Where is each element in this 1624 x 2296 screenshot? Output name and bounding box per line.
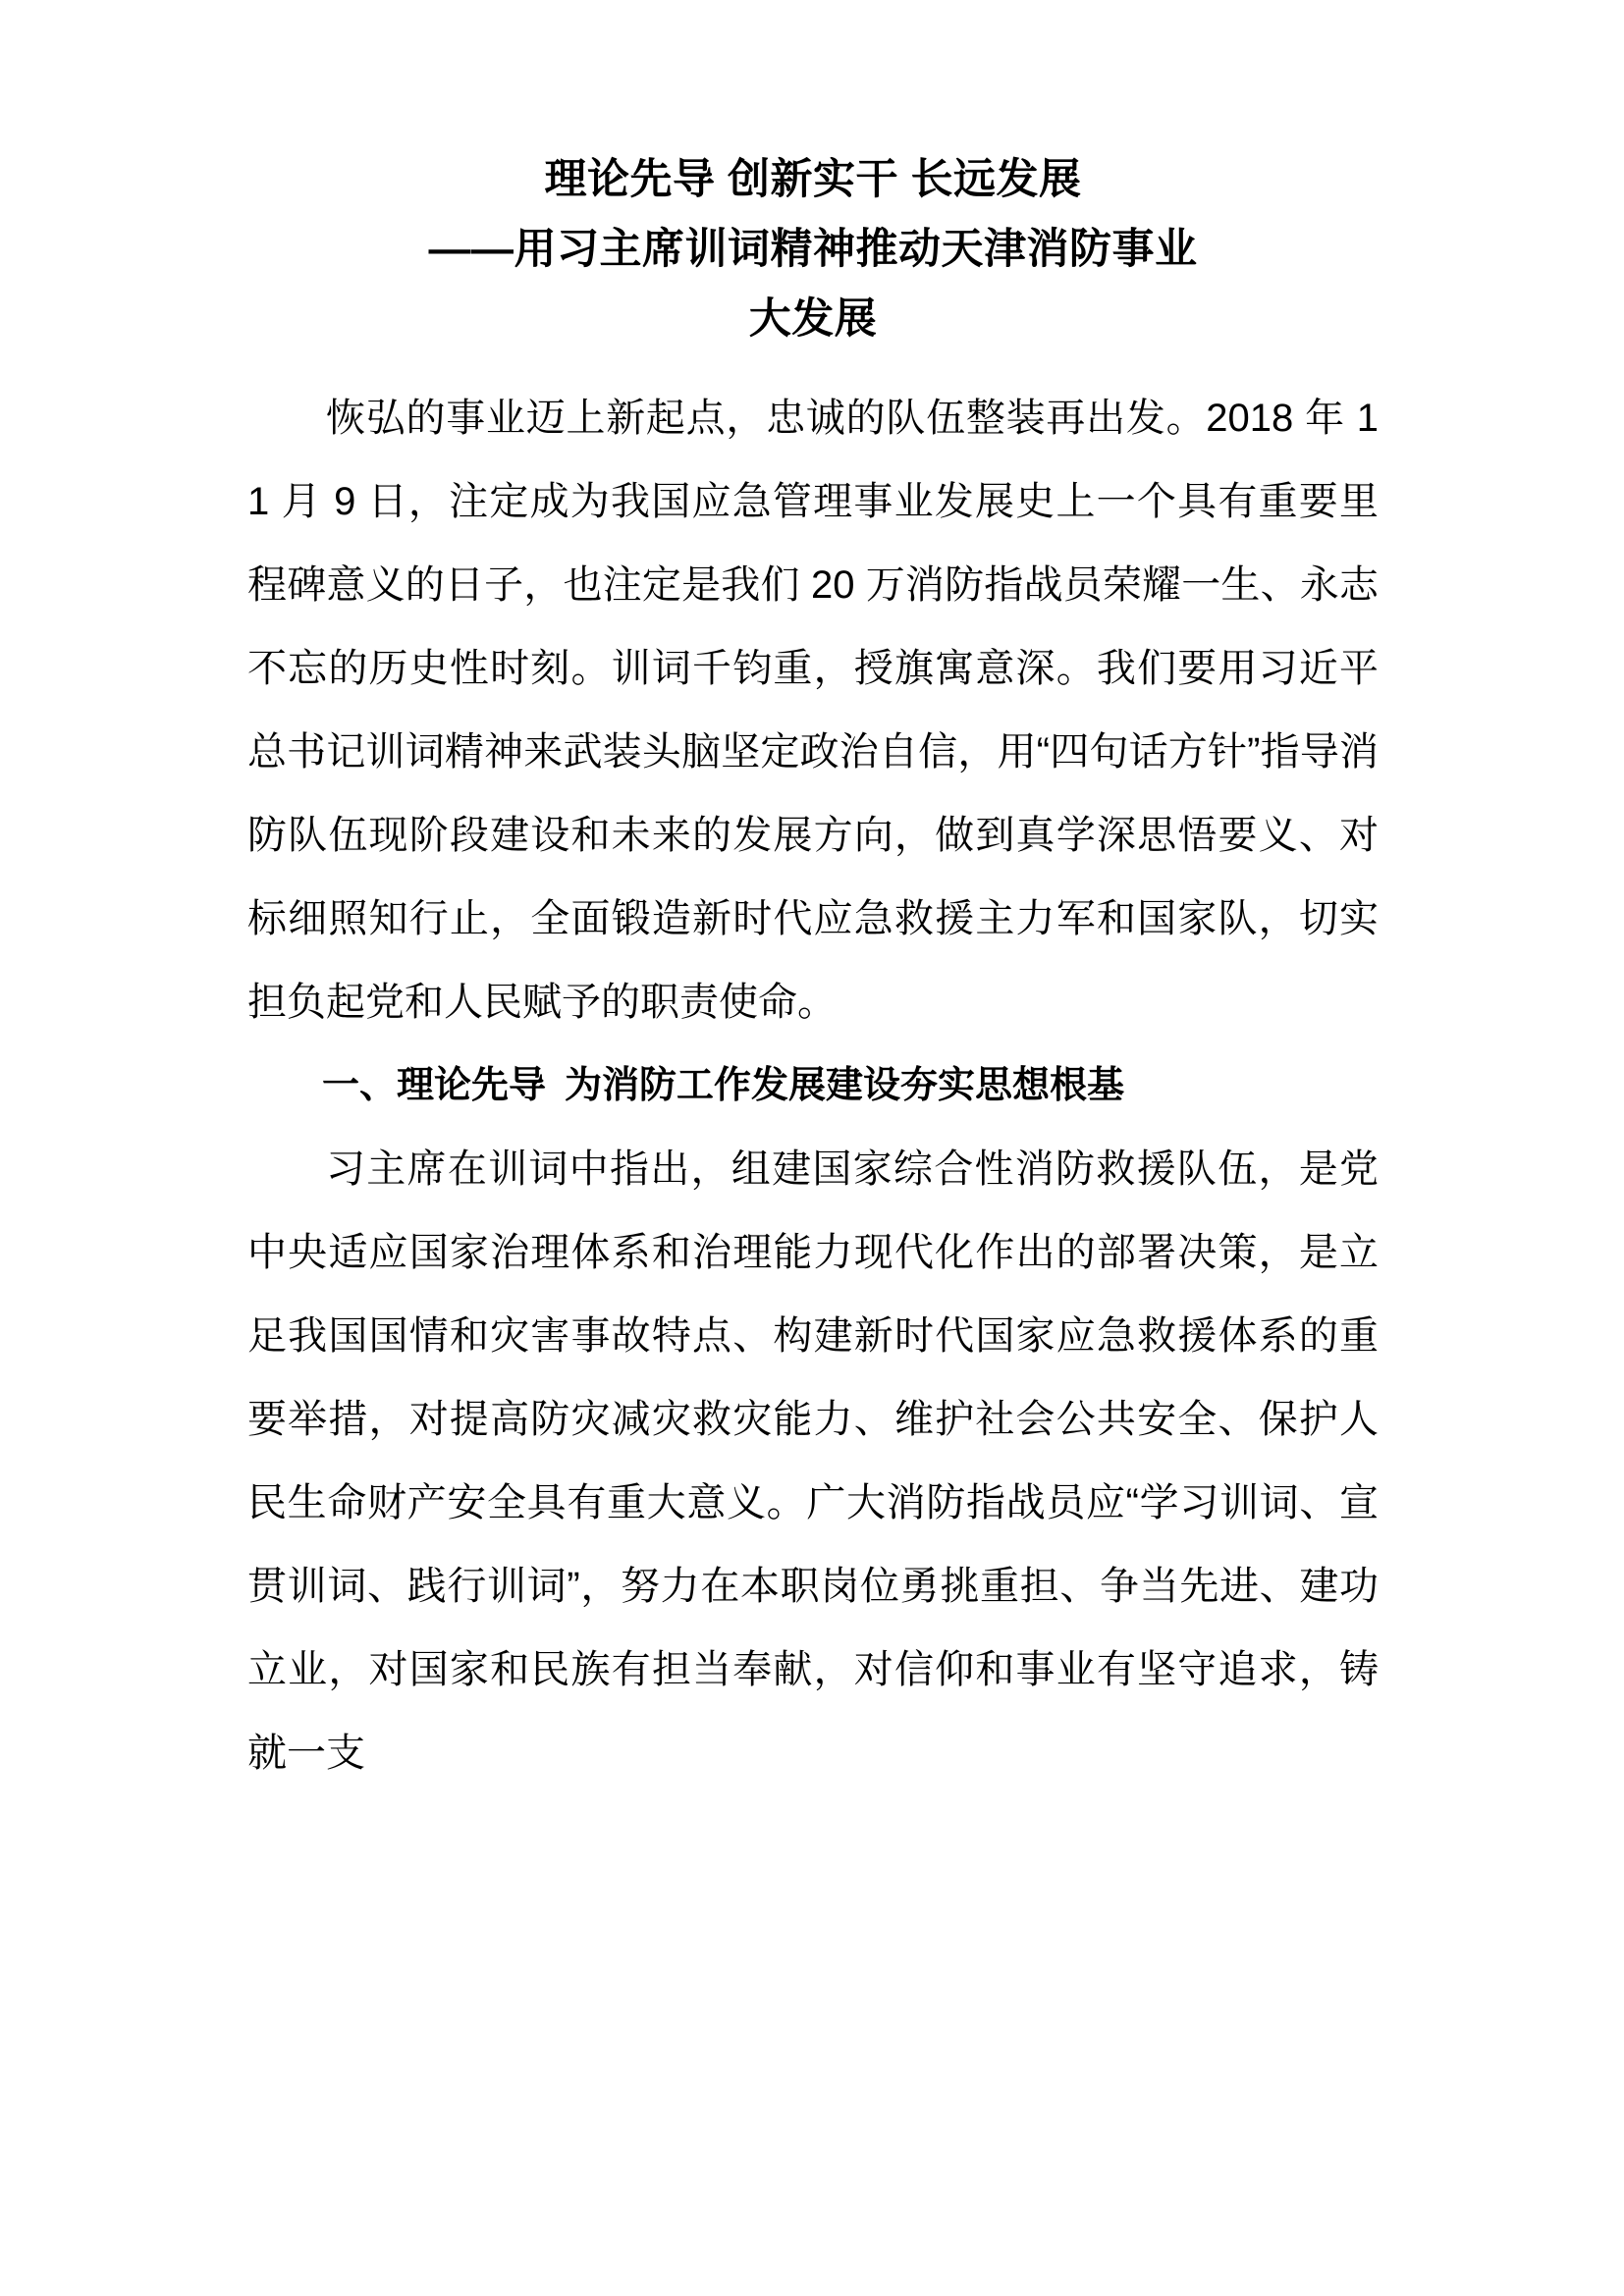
body-paragraph-1: 恢弘的事业迈上新起点，忠诚的队伍整装再出发。2018 年 11 月 9 日，注定成为我国应急管理事业发展史上一个具有重要里程碑意义的日子，也注定是我们 20 万消防指战员荣耀一生、永志不忘的历史性时刻。训词千钧重，授旗寓意深。我们要用习近平总书记训词精神来武装头脑坚定政治自信，用“四句话方针”指导消防队伍现阶段建设和未来的发展方向，做到真学深思悟要义、对标细照知行止，全面锻造新时代应急救援主力军和国家队，切实担负起党和人民赋予的职责使命。 <box>247 397 1379 1024</box>
body-paragraph-2: 习主席在训词中指出，组建国家综合性消防救援队伍，是党中央适应国家治理体系和治理能力现代化作出的部署决策，是立足我国国情和灾害事故特点、构建新时代国家应急救援体系的重要举措，对提高防灾减灾救灾能力、维护社会公共安全、保护人民生命财产安全具有重大意义。广大消防指战员应“学习训词、宣贯训词、践行训词”，努力在本职岗位勇挑重担、争当先进、建功立业，对国家和民族有担当奉献，对信仰和事业有坚守追求，铸就一支 <box>247 1148 1379 1775</box>
document-title <box>247 0 1379 354</box>
section-heading-1-title: 为消防工作发展建设夯实思想根基 <box>565 1065 1125 1106</box>
document-title-line-2: ——用习主席训词精神推动天津消防事业 <box>428 226 1198 273</box>
document-title-line-3: 大发展 <box>748 295 878 343</box>
document-title-line-1: 理论先导 创新实干 长远发展 <box>544 156 1082 203</box>
page-content-column <box>247 0 1379 1795</box>
section-heading-1-number: 一、理论先导 <box>322 1065 547 1106</box>
section-heading-1 <box>247 1044 1379 1128</box>
